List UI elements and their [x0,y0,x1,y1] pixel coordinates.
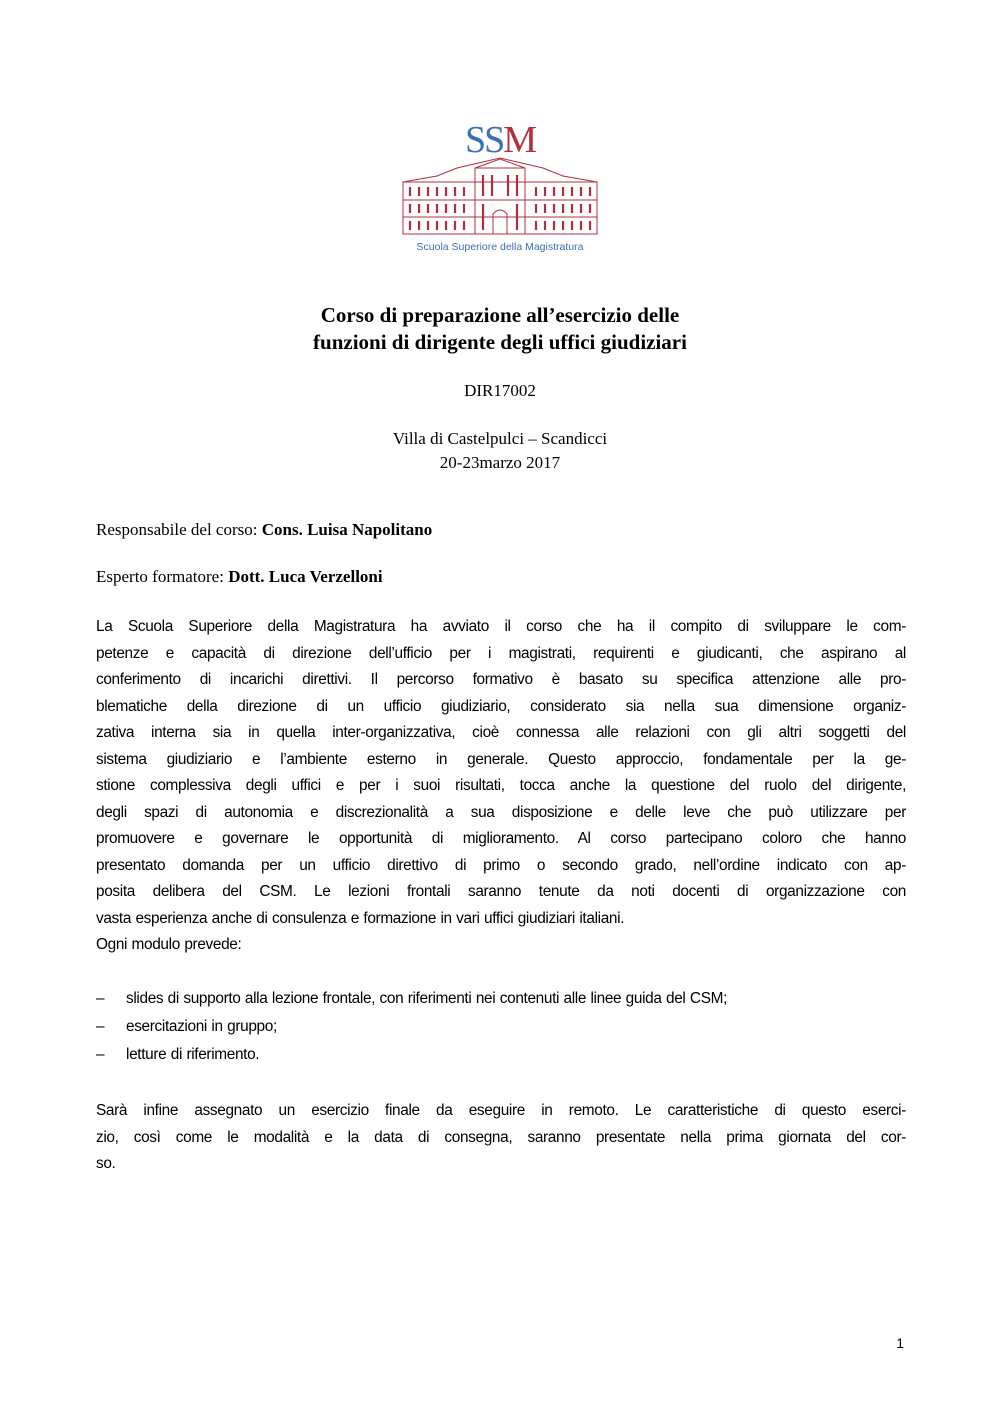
course-responsible [96,519,906,541]
final-paragraph [96,1098,906,1178]
bullet-dash: – [96,990,105,1007]
venue-place: Villa di Castelpulci – Scandicci [392,429,608,448]
list-item [96,1014,906,1042]
final-line: Sarà infine assegnato un esercizio finale da eseguire in remoto. Le caratteristiche di questo eserci- [96,1102,906,1119]
logo-graphic [397,118,603,260]
responsible-label: Responsabile del corso: [96,520,262,539]
intro-line: posita delibera del CSM. Le lezioni frontali saranno tenute da noti docenti di organizzazione con [96,883,906,900]
list-item [96,1042,906,1070]
intro-line: degli spazi di autonomia e discrezionalità a sua disposizione e delle leve che può utilizzare per [96,803,906,821]
list-item-text: slides di supporto alla lezione frontale, con riferimenti nei contenuti alle linee guida del CSM; [126,990,728,1007]
course-title-line-2: funzioni di dirigente degli uffici giudiziari [313,330,687,354]
logo-acronym [465,119,536,161]
responsible-name: Cons. Luisa Napolitano [261,520,433,539]
final-line: zio, così come le modalità e la data di consegna, saranno presentate nella prima giornata del cor- [96,1128,906,1146]
list-item [96,986,906,1014]
intro-line: promuovere e governare le opportunità di miglioramento. Al corso partecipano coloro che hanno [96,830,906,847]
logo-caption: Scuola Superiore della Magistratura [416,241,584,253]
intro-line: petenze e capacità di direzione dell’ufficio per i magistrati, requirenti e giudicanti, che aspirano al [96,644,906,662]
intro-line: stione complessiva degli uffici e per i suoi risultati, tocca anche la questione del ruolo del dirigente, [96,777,906,794]
list-item-text: esercitazioni in gruppo; [126,1018,277,1035]
logo-acronym-s1: S [464,119,485,161]
module-items-list [96,986,906,1070]
list-item-text: letture di riferimento. [126,1046,260,1063]
intro-line: vasta esperienza anche di consulenza e formazione in vari uffici giudiziari italiani. [96,909,625,927]
expert-name: Dott. Luca Verzelloni [228,567,383,586]
intro-line: blematiche della direzione di un ufficio giudiziario, considerato sia nella sua dimensione organiz- [96,697,906,715]
course-title [150,302,850,356]
course-title-line-1: Corso di preparazione all’esercizio delle [320,303,680,327]
intro-line: La Scuola Superiore della Magistratura ha avviato il corso che ha il compito di sviluppare le com- [96,618,906,635]
intro-line: Ogni modulo prevede: [96,936,242,953]
final-line: so. [96,1155,116,1172]
bullet-dash: – [96,1046,105,1063]
expert-label: Esperto formatore: [96,567,229,586]
bullet-dash: – [96,1018,105,1035]
intro-paragraph [96,614,906,959]
logo-building [403,158,597,234]
ssm-logo [397,118,603,260]
intro-line: sistema giudiziario e l’ambiente esterno in generale. Questo approccio, fondamentale per la ge- [96,750,906,768]
intro-line: zativa interna sia in quella inter-organizzativa, cioè connessa alle relazioni con gli altri soggetti del [96,724,906,741]
course-expert [96,566,906,588]
intro-line: conferimento di incarichi direttivi. Il percorso formativo è basato su specifica attenzione alle pro- [96,671,906,688]
logo-acronym-s2: S [484,119,504,161]
intro-line: presentato domanda per un ufficio direttivo di primo o secondo grado, nell’ordine indicato con ap- [96,856,906,874]
venue-dates: 20-23marzo 2017 [439,453,561,472]
logo-acronym-m: M [503,119,536,161]
course-code: DIR17002 [464,381,536,400]
page-number: 1 [896,1335,904,1351]
course-venue [150,427,850,475]
